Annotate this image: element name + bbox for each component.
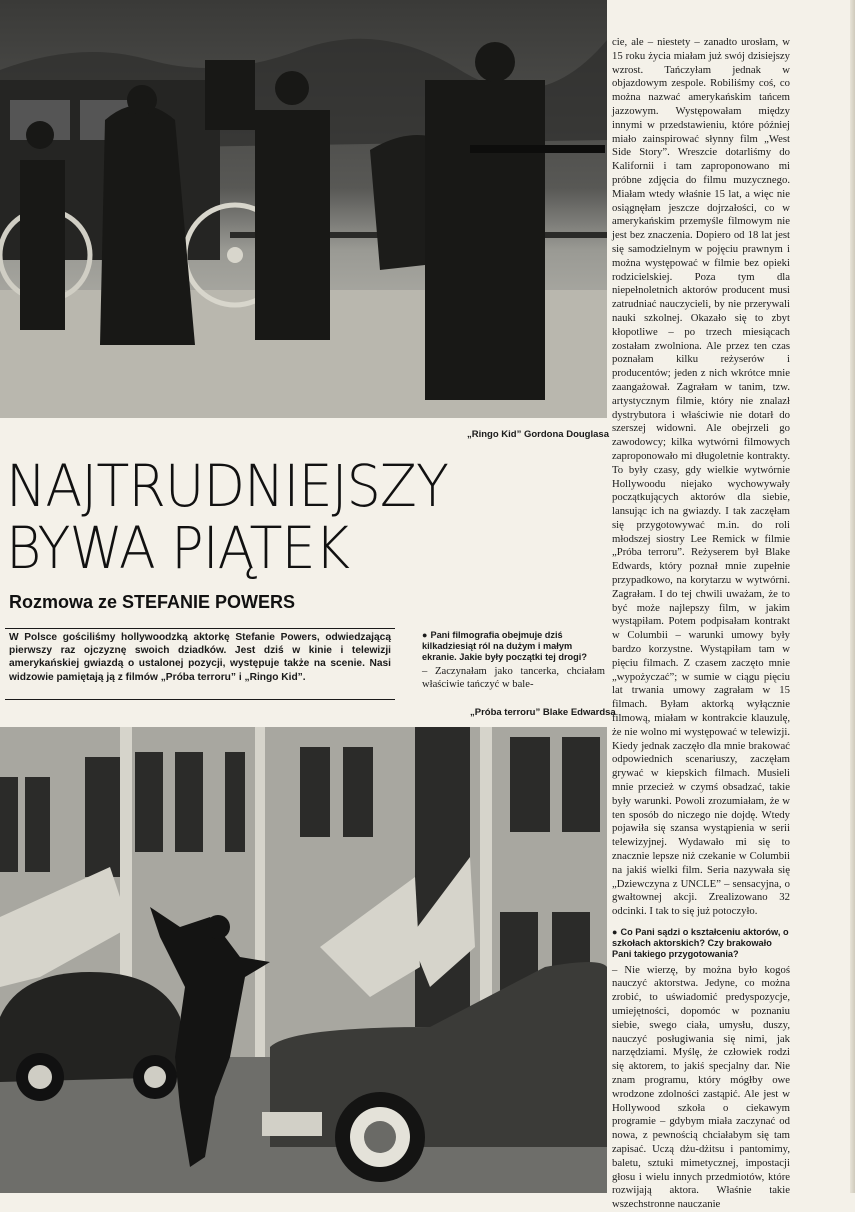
page-edge <box>850 0 855 1193</box>
answer-1-continuation: cie, ale – niestety – zanadto urosłam, w 15 roku życia miałam już swój dzisiejszy wzrost. Tańczyłam jednak w objazdowym zespole. Robiliśmy coś, co można nazwać amerykańskim tańcem jazzowym. Występowałam między innymi w przedstawieniu, które później miało zainspirować słynny film „West Side Story”. Wreszcie dotarliśmy do Kalifornii i tam zaproponowano mi próbne zdjęcia do filmu muzycznego. Miałam wtedy właśnie 15 lat, a więc nie osiągnęłam jeszcze dojrzałości, co w amerykańskim przemyśle filmowym nie jest bez znaczenia. Dopiero od 18 lat jest się samodzielnym w pojęciu prawnym i można występować w filmie bez opieki rodzicielskiej. Poza tym dla niepełnoletnich aktorów producent musi zatrudniać nauczycieli, by nie przerywali nauki szkolnej. Okazało się to zbyt kłopotliwe – po trzech miesiącach zostałam zwolniona. Ale przez ten czas poznałam kilku reżyserów i producentów; jeden z nich wkrótce mnie zaangażował. Zagrałam w tanim, tzw. artystycznym filmie, który nie znalazł dystrybutora i właściwie nie dotarł do szerszej widowni. Ale obejrzeli go zawodowcy; kilka wytwórni filmowych zaproponowało mi długoletnie kontrakty. To były czasy, gdy wielkie wytwórnie Hollywoodu niejako wychowywały początkujących aktorów dla siebie, lansując ich na gwiazdy. I tak zaczęłam się przygotowywać m.in. do roli młodszej siostry Lee Remick w filmie „Próba terroru”. Reżyserem był Blake Edwards, który poznał mnie zupełnie przypadkowo, na korytarzu w wytwórni. Zagrałam. I do tej chwili uważam, że to być może najlepszy film, w jakim wystąpiłam. Potem podpisałam kontrakt w Columbii – warunki umowy były bardzo korzystne. Wystąpiłam tam w pięciu filmach. Z czasem zaczęto mnie „wypożyczać”; w sumie w ciągu pięciu lat trwania umowy zagrałam w 15 filmach. Byłam aktorką wyłącznie filmową, miałam w kontrakcie klauzulę, że nie wolno mi występować w telewizji. Kiedy jednak zaczęło dla mnie brakować odpowiednich scenariuszy, zaczęłam grywać w kiepskich filmach. Musieli mnie przecież w czymś obsadzać, takie były warunki. Powoli zrozumiałam, że w ten sposób do niczego nie dojdę. Wtedy pojawiła się szansa wystąpienia w serii telewizyjnej. Wydawało mi się to znacznie lepsze niż czekanie w Columbii na jakiś wielki film. Seria nazywała się „Dziewczyna z UNCLE” – sensacyjna, o gwałtownej akcji. Zrealizowano 32 odcinki. I tak to się już potoczyło. <box>612 36 790 918</box>
photo-caption-top: „Ringo Kid” Gordona Douglasa <box>467 429 609 440</box>
article-subtitle: Rozmowa ze STEFANIE POWERS <box>9 592 296 612</box>
photo-caption-bottom: „Próba terroru” Blake Edwardsa <box>470 707 616 718</box>
article-right-column <box>612 36 790 1212</box>
article-lead: W Polsce gościliśmy hollywoodzką aktorkę Stefanie Powers, odwiedzającą pierwszy raz ojczyznę swoich dziadków. Jest dziś w kinie i telewizji amerykańskiej gwiazdą o ustalonej pozycji, występuje także na scenie. Nasi widzowie pamiętają ją z filmów „Próba terroru” i „Ringo Kid”. <box>9 632 391 683</box>
interview-question-1 <box>422 630 605 664</box>
headline-line-2: BYWA PIĄTEK <box>6 514 350 582</box>
lead-top-rule <box>5 628 395 629</box>
interview-answer-2: – Nie wierzę, by można było kogoś nauczyć aktorstwa. Jedyne, co można zrobić, to uświadomić predyspozycje, umiejętności, dopomóc w poznaniu siebie, swego ciała, umysłu, duszy, nauczyć posługiwania się nimi, jak narzędziami. Myślę, że człowiek rodzi się aktorem, to jakiś specjalny dar. Nie znam programu, który mógłby owe wrodzone zdolności zastąpić. Ale jest w Hollywood szkoła o ciekawym programie – gdybym miała zaczynać od nowa, z pewnością chciałabym się tam zapisać. Uczą dżu-dżitsu i pantomimy, baletu, sztuki mimetycznej, impostacji głosu i wielu innych przedmiotów, które rozwijają aktora. Właśnie takie wszechstronne nauczanie <box>612 963 790 1211</box>
article-headline <box>6 452 448 582</box>
lead-bottom-rule <box>5 699 395 700</box>
bullet-icon: ● <box>422 630 428 640</box>
bullet-icon: ● <box>612 927 618 937</box>
question-2-text: Co Pani sądzi o kształceniu aktorów, o szkołach aktorskich? Czy brakowało Pani takiego przygotowania? <box>612 927 789 960</box>
question-1-text: Pani filmografia obejmuje dziś kilkadziesiąt ról na dużym i małym ekranie. Jakie były początki tej drogi? <box>422 630 587 663</box>
interview-question-2 <box>612 927 790 961</box>
interview-answer-1-start: – Zaczynałam jako tancerka, chciałam właściwie tańczyć w bale- <box>422 666 605 691</box>
headline-line-1: NAJTRUDNIEJSZY <box>6 452 448 520</box>
photo-proba-terroru-still <box>0 727 607 1193</box>
photo-ringo-kid-still <box>0 0 607 418</box>
